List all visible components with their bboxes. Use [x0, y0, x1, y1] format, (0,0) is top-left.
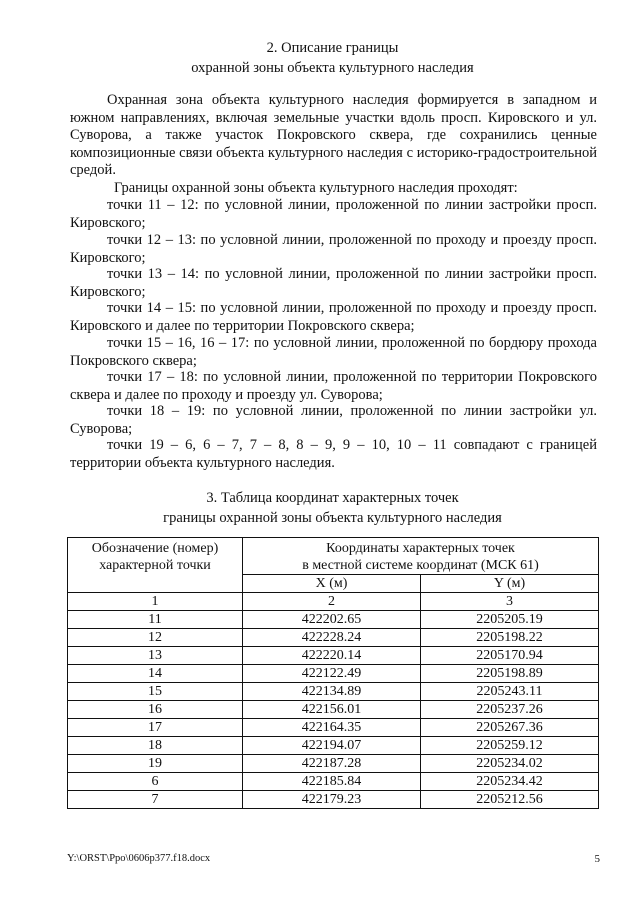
coordinates-header-line-2: в местной системе координат (МСК 61) [302, 558, 539, 573]
point-number-cell: 17 [68, 719, 243, 737]
table-row [68, 737, 599, 755]
y-coordinate-cell: 2205205.19 [421, 611, 599, 629]
boundary-intro-paragraph: Границы охранной зоны объекта культурного наследия проходят: [114, 180, 518, 196]
table-row [68, 665, 599, 683]
y-coordinate-cell: 2205243.11 [421, 683, 599, 701]
point-number-cell: 12 [68, 629, 243, 647]
section-3-title-line-1: 3. Таблица координат характерных точек [206, 490, 459, 506]
intro-paragraph: Охранная зона объекта культурного наследия формируется в западном и южном направлениях, включая земельные участки вдоль просп. Кировского и ул. Суворова, а также участок Покровского сквера, где сохранились ценные композиционные связи объекта культурного наследия с историко-градостроительной средой. [70, 92, 597, 178]
point-number-cell: 14 [68, 665, 243, 683]
y-coordinate-cell: 2205234.02 [421, 755, 599, 773]
boundary-point-paragraph: точки 17 – 18: по условной линии, проложенной по территории Покровского сквера и далее по проходу и проезду ул. Суворова; [70, 369, 597, 403]
y-coordinate-cell: 2205198.89 [421, 665, 599, 683]
y-column-header: Y (м) [421, 575, 599, 593]
boundary-point-paragraph: точки 19 – 6, 6 – 7, 7 – 8, 8 – 9, 9 – 10, 10 – 11 совпадают с границей территории объекта культурного наследия. [70, 437, 597, 471]
boundary-point-paragraph: точки 11 – 12: по условной линии, проложенной по линии застройки просп. Кировского; [70, 197, 597, 231]
column-number-cell: 3 [421, 593, 599, 611]
coordinates-header-line-1: Координаты характерных точек [326, 541, 515, 556]
coordinates-table-body [68, 538, 599, 809]
x-coordinate-cell: 422228.24 [243, 629, 421, 647]
table-row [68, 791, 599, 809]
y-coordinate-cell: 2205237.26 [421, 701, 599, 719]
section-2-title-line-2: охранной зоны объекта культурного наследия [191, 60, 474, 76]
section-2-title-line-1: 2. Описание границы [266, 40, 399, 56]
boundary-point-paragraph: точки 13 – 14: по условной линии, проложенной по линии застройки просп. Кировского; [70, 266, 597, 300]
table-header-row [68, 538, 599, 575]
table-row [68, 773, 599, 791]
footer-page-number: 5 [594, 853, 600, 865]
y-coordinate-cell: 2205198.22 [421, 629, 599, 647]
point-number-cell: 18 [68, 737, 243, 755]
coordinates-header [243, 538, 599, 575]
x-column-header: X (м) [243, 575, 421, 593]
x-coordinate-cell: 422164.35 [243, 719, 421, 737]
table-row [68, 647, 599, 665]
point-number-cell: 15 [68, 683, 243, 701]
x-coordinate-cell: 422202.65 [243, 611, 421, 629]
y-coordinate-cell: 2205234.42 [421, 773, 599, 791]
x-coordinate-cell: 422220.14 [243, 647, 421, 665]
x-coordinate-cell: 422185.84 [243, 773, 421, 791]
point-number-cell: 11 [68, 611, 243, 629]
point-number-cell: 6 [68, 773, 243, 791]
point-number-cell: 7 [68, 791, 243, 809]
boundary-point-paragraph: точки 18 – 19: по условной линии, проложенной по линии застройки ул. Суворова; [70, 403, 597, 437]
x-coordinate-cell: 422156.01 [243, 701, 421, 719]
point-number-cell: 16 [68, 701, 243, 719]
section-2-heading [60, 38, 605, 78]
section-3-heading [60, 488, 605, 528]
column-number-cell: 1 [68, 593, 243, 611]
footer-file-path: Y:\ORST\Ppo\0606p377.f18.docx [67, 853, 211, 864]
x-coordinate-cell: 422179.23 [243, 791, 421, 809]
table-row [68, 719, 599, 737]
x-coordinate-cell: 422194.07 [243, 737, 421, 755]
point-number-cell: 13 [68, 647, 243, 665]
y-coordinate-cell: 2205267.36 [421, 719, 599, 737]
y-coordinate-cell: 2205212.56 [421, 791, 599, 809]
table-row [68, 683, 599, 701]
x-coordinate-cell: 422187.28 [243, 755, 421, 773]
coordinates-table [67, 537, 599, 809]
table-row [68, 611, 599, 629]
table-row [68, 701, 599, 719]
table-row [68, 629, 599, 647]
boundary-point-paragraph: точки 12 – 13: по условной линии, проложенной по проходу и проезду просп. Кировского; [70, 232, 597, 266]
y-coordinate-cell: 2205259.12 [421, 737, 599, 755]
column-numbers-row [68, 593, 599, 611]
point-number-cell: 19 [68, 755, 243, 773]
x-coordinate-cell: 422134.89 [243, 683, 421, 701]
section-3-title-line-2: границы охранной зоны объекта культурного наследия [163, 510, 502, 526]
boundary-point-paragraph: точки 15 – 16, 16 – 17: по условной линии, проложенной по бордюру прохода Покровского сквера; [70, 335, 597, 369]
y-coordinate-cell: 2205170.94 [421, 647, 599, 665]
x-coordinate-cell: 422122.49 [243, 665, 421, 683]
point-number-header: Обозначение (номер) характерной точки [68, 538, 243, 593]
column-number-cell: 2 [243, 593, 421, 611]
table-row [68, 755, 599, 773]
boundary-point-paragraph: точки 14 – 15: по условной линии, проложенной по проходу и проезду просп. Кировского и далее по территории Покровского сквера; [70, 300, 597, 334]
